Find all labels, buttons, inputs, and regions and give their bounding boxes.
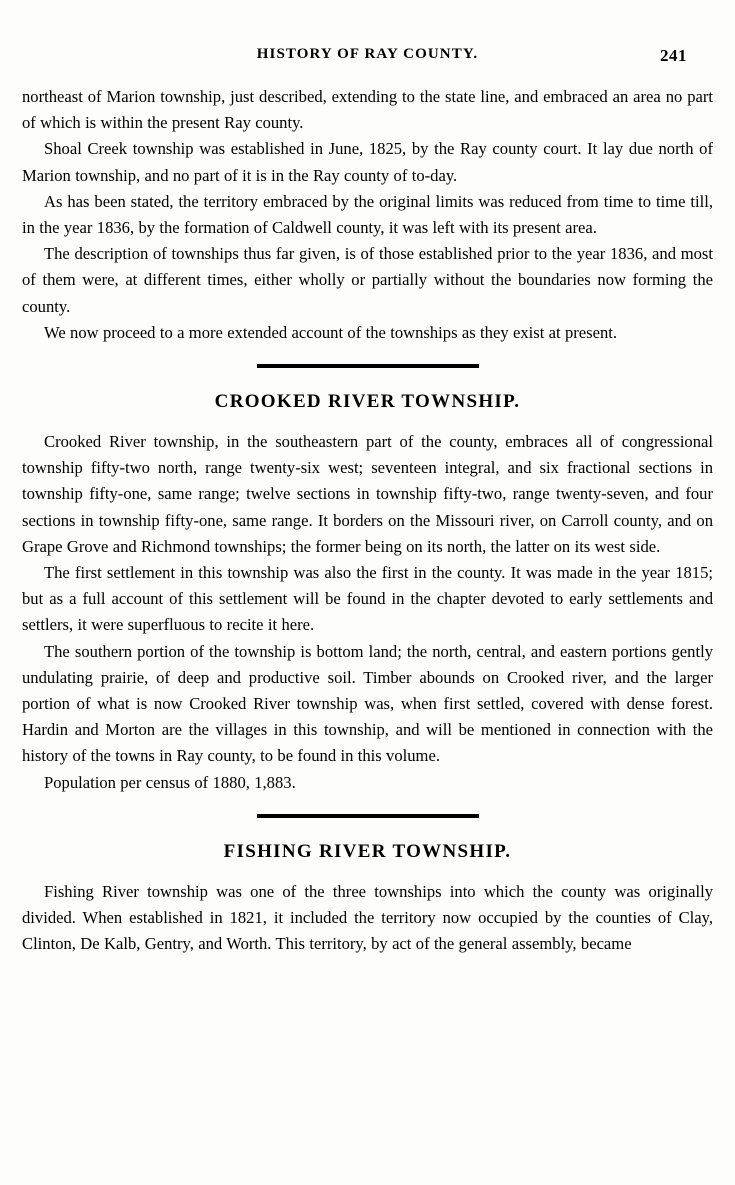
page-header <box>0 46 735 68</box>
paragraph: The description of townships thus far given, is of those established prior to the year 1836, and most of them were, at different times, either wholly or partially without the boundaries now forming the county. <box>22 244 713 316</box>
section-heading-fishing-river: FISHING RIVER TOWNSHIP. <box>223 840 512 862</box>
paragraph: Shoal Creek township was established in June, 1825, by the Ray county court. It lay due north of Marion township, and no part of it is in the Ray county of to-day. <box>22 139 713 185</box>
paragraph: Population per census of 1880, 1,883. <box>44 772 296 792</box>
running-title: HISTORY OF RAY COUNTY. <box>256 46 479 62</box>
page-body <box>22 84 713 957</box>
paragraph: As has been stated, the territory embraced by the original limits was reduced from time to time till, in the year 1836, by the formation of Caldwell county, it was left with its present area. <box>22 191 713 238</box>
paragraph: The southern portion of the township is bottom land; the north, central, and eastern portions gently undulating prairie, of deep and productive soil. Timber abounds on Crooked river, and the larger portion of what is now Crooked River township was, when first settled, covered with dense forest. Hardin and Morton are the villages in this township, and will be mentioned in connection with the history of the towns in Ray county, to be found in this volume. <box>22 641 713 766</box>
divider-rule <box>257 364 479 368</box>
paragraph: Crooked River township, in the southeastern part of the county, embraces all of congressional township fifty-two north, range twenty-six west; seventeen integral, and six fractional sections in township fifty-one, same range; twelve sections in township fifty-two, range twenty-seven, and four sections in township fifty-one, same range. It borders on the Missouri river, on Carroll county, and on Grape Grove and Richmond townships; the former being on its north, the latter on its west side. <box>22 432 713 556</box>
paragraph: Fishing River township was one of the three townships into which the county was originally divided. When established in 1821, it included the territory now occupied by the counties of Clay, Clinton, De Kalb, Gentry, and Worth. This territory, by act of the general assembly, became <box>22 881 713 954</box>
divider-rule <box>257 814 479 818</box>
section-divider <box>22 346 713 389</box>
paragraph: The first settlement in this township was also the first in the county. It was made in the year 1815; but as a full account of this settlement will be found in the chapter devoted to early settlements and settlers, it were superfluous to recite it here. <box>22 563 713 635</box>
paragraph: northeast of Marion township, just described, extending to the state line, and embraced an area no part of which is within the present Ray county. <box>22 87 713 133</box>
page-number: 241 <box>660 46 687 65</box>
paragraph: We now proceed to a more extended account of the townships as they exist at present. <box>44 322 618 342</box>
section-heading-crooked-river: CROOKED RIVER TOWNSHIP. <box>214 391 521 413</box>
section-divider <box>22 796 713 839</box>
